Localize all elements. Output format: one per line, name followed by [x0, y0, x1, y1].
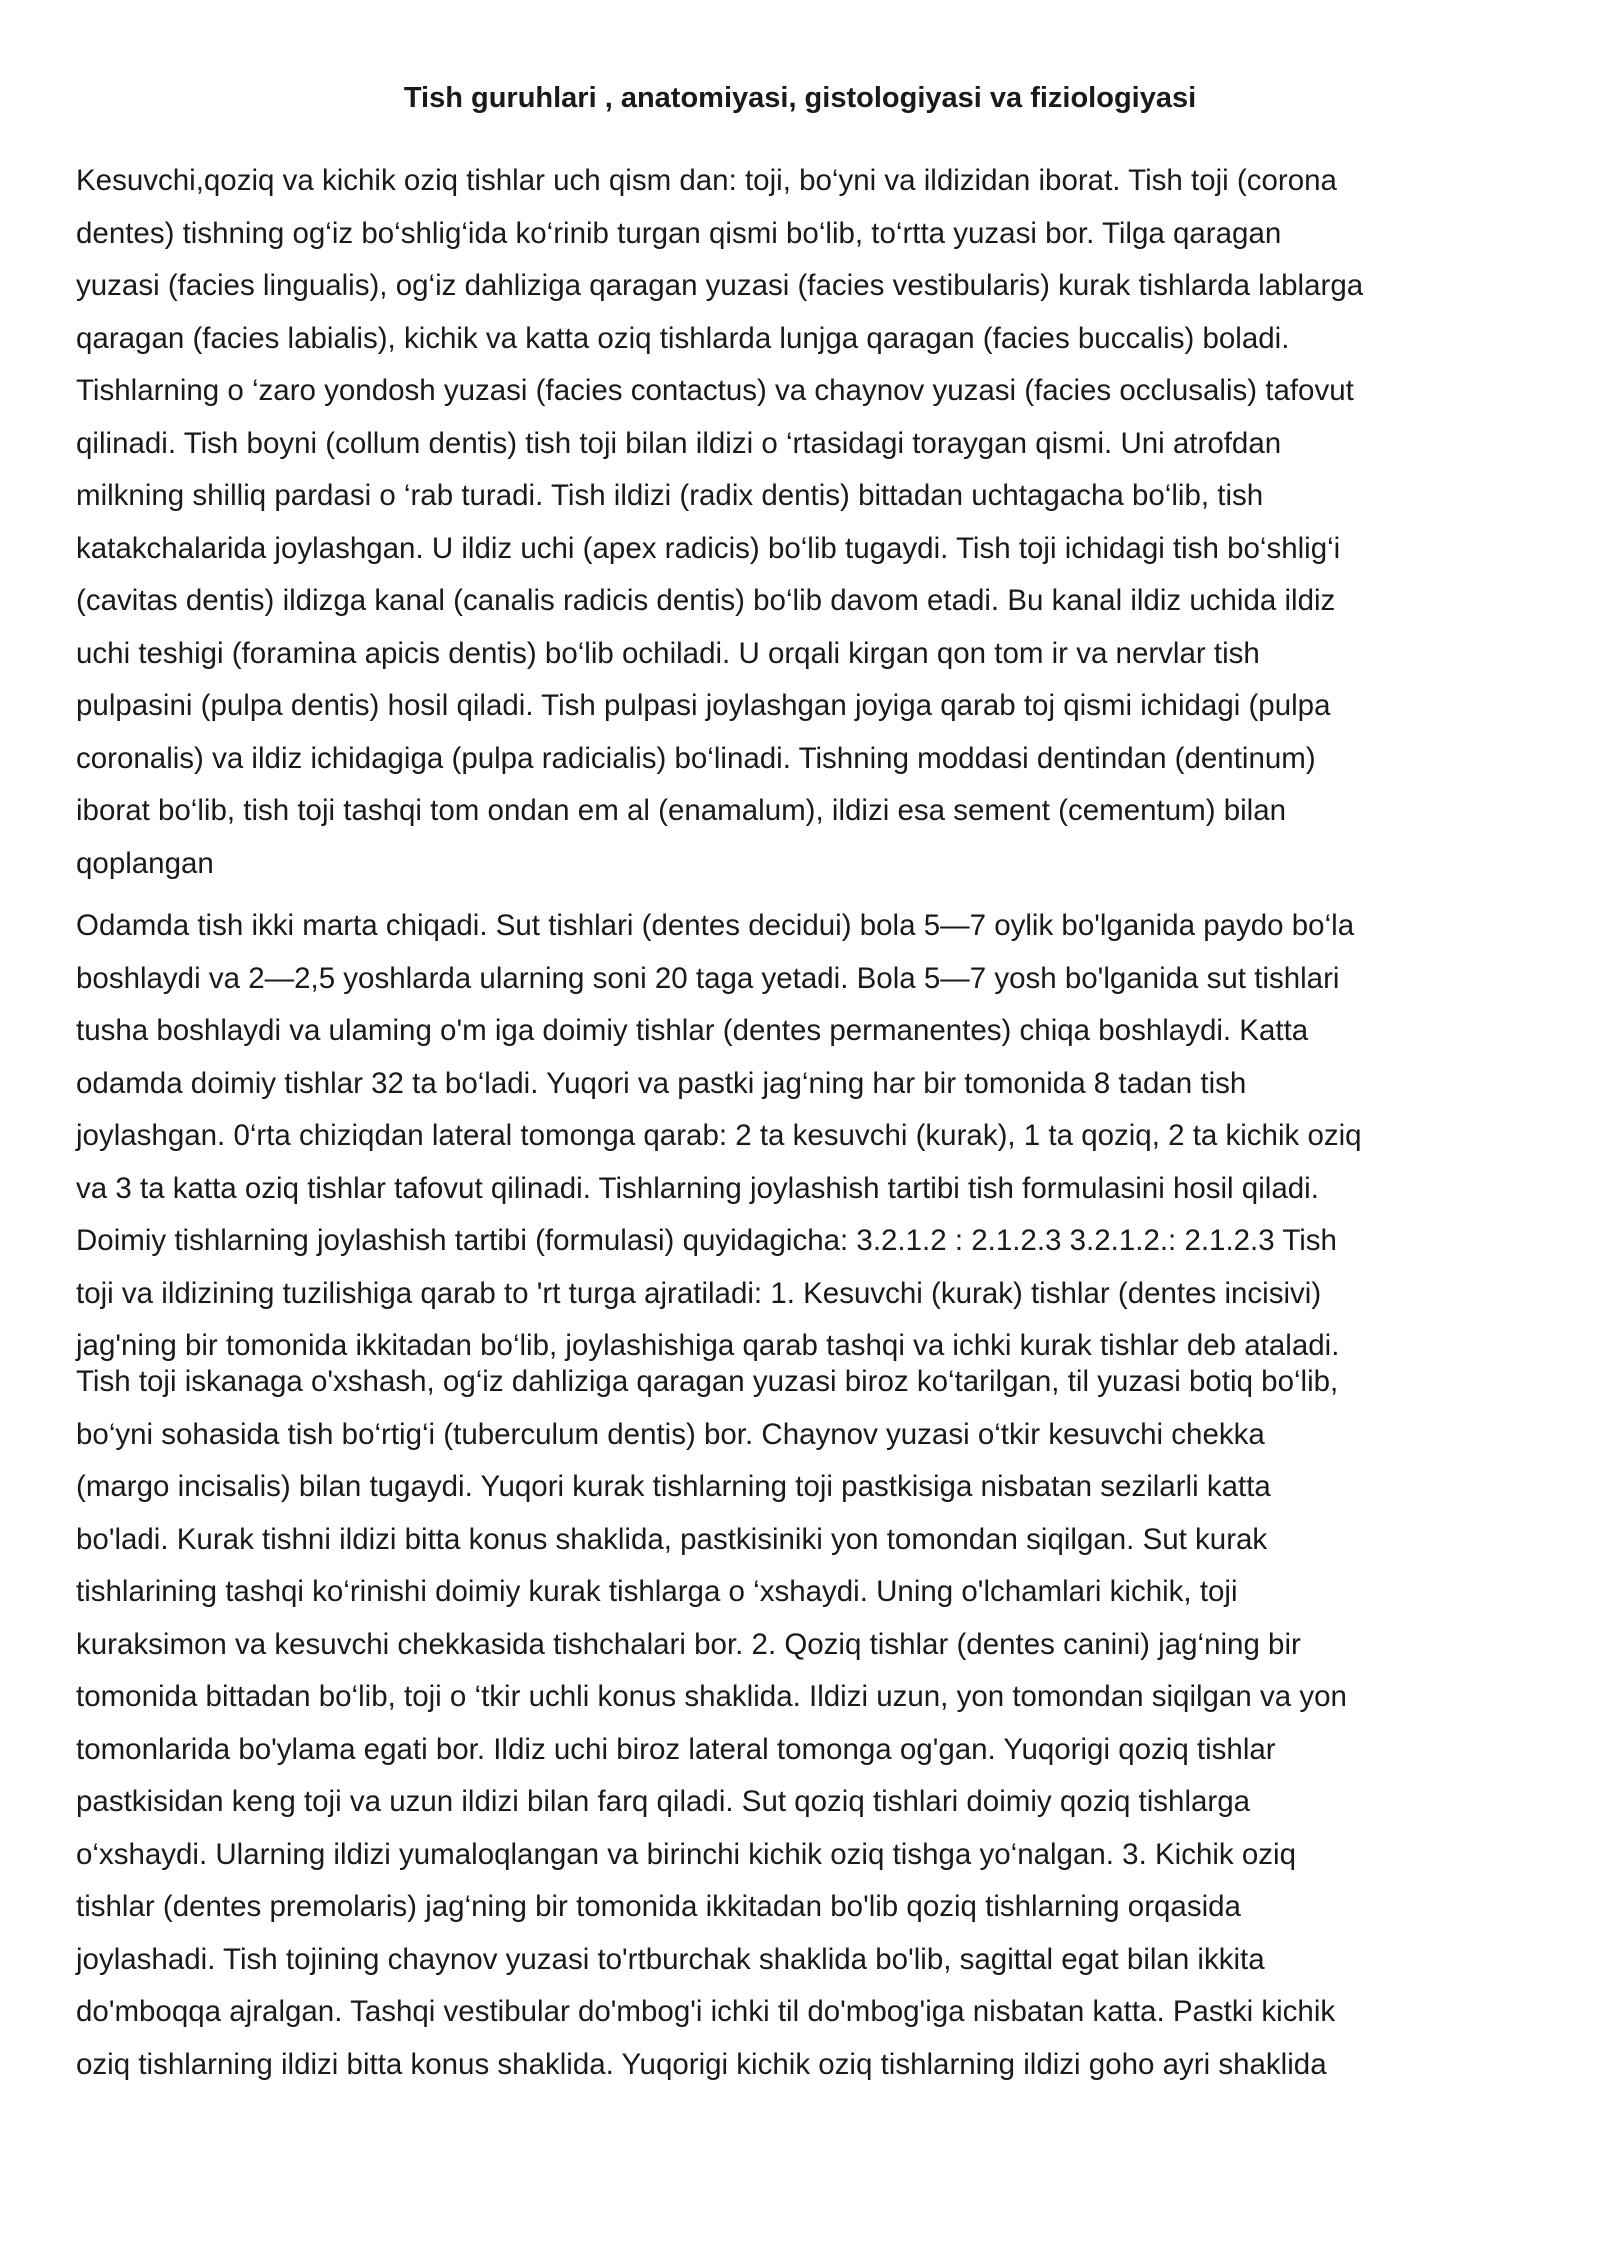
text-line: pulpasini (pulpa dentis) hosil qiladi. Tish pulpasi joylashgan joyiga qarab toj qismi ichidagi (pulpa [76, 689, 1331, 722]
paragraph-1 [76, 155, 1536, 890]
text-line: o‘xshaydi. Ularning ildizi yumaloqlangan va birinchi kichik oziq tishga yo‘nalgan. 3. Kichik oziq [76, 1837, 1296, 1871]
text-line: katakchalarida joylashgan. U ildiz uchi (apex radicis) bo‘lib tugaydi. Tish toji ichidagi tish bo‘shlig‘i [76, 531, 1341, 565]
text-line: Odamda tish ikki marta chiqadi. Sut tishlari (dentes decidui) bola 5—7 oylik bo'lganida paydo bo‘la [76, 909, 1355, 942]
text-line: jag'ning bir tomonida ikkitadan bo‘lib, joylashishiga qarab tashqi va ichki kurak tishlar deb ataladi. [76, 1329, 1340, 1362]
text-line: do'mboqqa ajralgan. Tashqi vestibular do'mbog'i ichki til do'mbog'iga nisbatan katta. Pastki kichik [76, 1995, 1336, 2028]
text-line: joylashgan. 0‘rta chiziqdan lateral tomonga qarab: 2 ta kesuvchi (kurak), 1 ta qoziq, 2 ta kichik oziq [76, 1119, 1362, 1152]
text-line: bo‘yni sohasida tish bo‘rtig‘i (tuberculum dentis) bor. Chaynov yuzasi o‘tkir kesuvchi chekka [76, 1417, 1265, 1451]
text-line: va 3 ta katta oziq tishlar tafovut qilinadi. Tishlarning joylashish tartibi tish formulasini hosil qiladi. [76, 1171, 1319, 1205]
text-line: dentes) tishning og‘iz bo‘shlig‘ida ko‘rinib turgan qismi bo‘lib, to‘rtta yuzasi bor. Tilga qaragan [76, 216, 1282, 250]
text-line: uchi teshigi (foramina apicis dentis) bo‘lib ochiladi. U orqali kirgan qon tom ir va nervlar tish [76, 636, 1260, 670]
text-line: (margo incisalis) bilan tugaydi. Yuqori kurak tishlarning toji pastkisiga nisbatan sezilarli katta [76, 1470, 1271, 1503]
text-line: milkning shilliq pardasi o ‘rab turadi. Tish ildizi (radix dentis) bittadan uchtagacha bo‘lib, tish [76, 479, 1264, 512]
text-line: tomonlarida bo'ylama egati bor. Ildiz uchi biroz lateral tomonga og'gan. Yuqorigi qoziq tishlar [76, 1732, 1276, 1766]
paragraph-2 [76, 900, 1536, 1373]
text-line: tishlar (dentes premolaris) jag‘ning bir tomonida ikkitadan bo'lib qoziq tishlarning orqasida [76, 1890, 1241, 1923]
text-line: qilinadi. Tish boyni (collum dentis) tish toji bilan ildizi o ‘rtasidagi toraygan qismi. Uni atrofdan [76, 426, 1282, 460]
text-line: tishlarining tashqi ko‘rinishi doimiy kurak tishlarga o ‘xshaydi. Uning o'lchamlari kichik, toji [76, 1575, 1238, 1608]
text-line: (cavitas dentis) ildizga kanal (canalis radicis dentis) bo‘lib davom etadi. Bu kanal ildiz uchida ildiz [76, 584, 1336, 617]
text-line: qoplangan [76, 846, 214, 880]
text-line: coronalis) va ildiz ichidagiga (pulpa radicialis) bo‘linadi. Tishning moddasi dentindan (dentinum) [76, 741, 1316, 775]
text-line: tomonida bittadan bo‘lib, toji o ‘tkir uchli konus shaklida. Ildizi uzun, yon tomondan siqilgan va yon [76, 1680, 1347, 1713]
text-line: pastkisidan keng toji va uzun ildizi bilan farq qiladi. Sut qoziq tishlari doimiy qoziq tishlarga [76, 1785, 1251, 1818]
text-line: boshlaydi va 2—2,5 yoshlarda ularning soni 20 taga yetadi. Bola 5—7 yosh bo'lganida sut tishlari [76, 961, 1340, 995]
document-title: Tish guruhlari , anatomiyasi, gistologiyasi va fiziologiyasi [403, 82, 1197, 114]
text-line: qaragan (facies labialis), kichik va katta oziq tishlarda lunjga qaragan (facies buccalis) boladi. [76, 321, 1290, 355]
text-line: tusha boshlaydi va ulaming o'm iga doimiy tishlar (dentes permanentes) chiqa boshlaydi. Katta [76, 1014, 1309, 1047]
text-line: Kesuvchi,qoziq va kichik oziq tishlar uch qism dan: toji, bo‘yni va ildizidan iborat. Tish toji (corona [76, 164, 1337, 197]
text-line: Tish toji iskanaga o'xshash, og‘iz dahliziga qaragan yuzasi biroz ko‘tarilgan, til yuzasi botiq bo‘lib, [76, 1365, 1339, 1398]
text-line: oziq tishlarning ildizi bitta konus shaklida. Yuqorigi kichik oziq tishlarning ildizi goho ayri shaklida [76, 2047, 1327, 2081]
text-line: odamda doimiy tishlar 32 ta bo‘ladi. Yuqori va pastki jag‘ning har bir tomonida 8 tadan tish [76, 1066, 1247, 1100]
text-line: toji va ildizining tuzilishiga qarab to 'rt turga ajratiladi: 1. Kesuvchi (kurak) tishlar (dentes incisivi) [76, 1276, 1322, 1310]
paragraph-3 [76, 1356, 1536, 2091]
text-line: joylashadi. Tish tojining chaynov yuzasi to'rtburchak shaklida bo'lib, sagittal egat bilan ikkita [76, 1942, 1265, 1976]
text-line: bo'ladi. Kurak tishni ildizi bitta konus shaklida, pastkisiniki yon tomondan siqilgan. Sut kurak [76, 1522, 1268, 1556]
text-line: Tishlarning o ‘zaro yondosh yuzasi (facies contactus) va chaynov yuzasi (facies occlusalis) tafovut [76, 374, 1354, 407]
text-line: Doimiy tishlarning joylashish tartibi (formulasi) quyidagicha: 3.2.1.2 : 2.1.2.3 3.2.1.2.: 2.1.2.3 Tish [76, 1224, 1337, 1257]
text-line: iborat bo‘lib, tish toji tashqi tom ondan em al (enamalum), ildizi esa sement (cementum) bilan [76, 794, 1287, 827]
text-line: yuzasi (facies lingualis), og‘iz dahliziga qaragan yuzasi (facies vestibularis) kurak tishlarda lablarga [76, 269, 1364, 302]
text-line: kuraksimon va kesuvchi chekkasida tishchalari bor. 2. Qoziq tishlar (dentes canini) jag‘ning bir [76, 1627, 1301, 1661]
